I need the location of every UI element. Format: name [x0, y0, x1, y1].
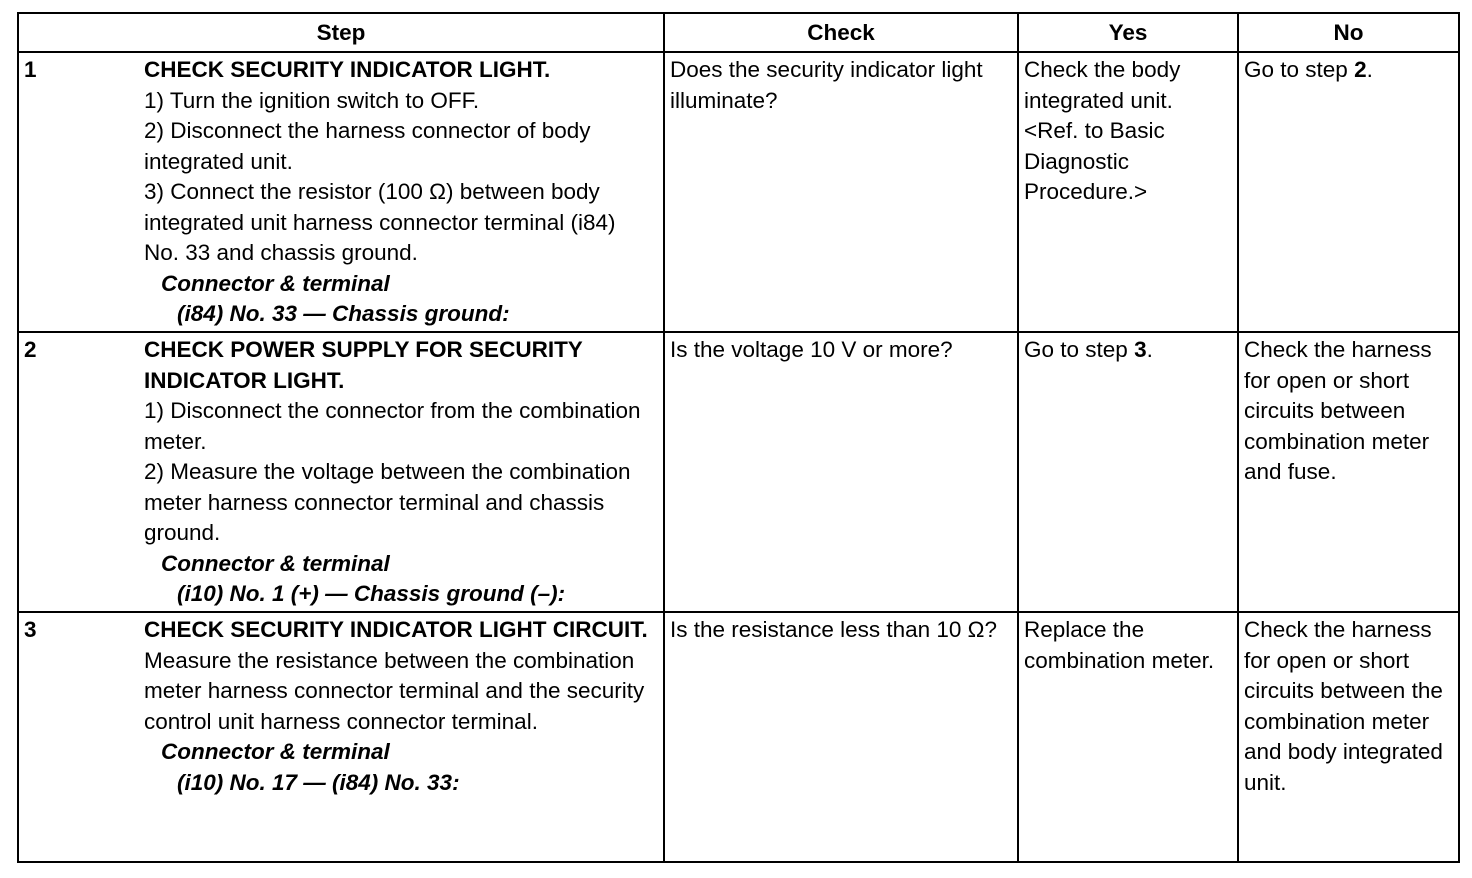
check-cell: Does the security indicator light illuminate?	[664, 52, 1018, 332]
yes-cell: Replace the combination meter.	[1018, 612, 1238, 862]
step-cell	[18, 332, 664, 612]
step-cell	[18, 52, 664, 332]
step-title: CHECK SECURITY INDICATOR LIGHT.	[144, 57, 551, 82]
go-to-suffix: .	[1366, 57, 1373, 82]
step-instruction: Measure the resistance between the combination meter harness connector terminal and the security control unit harness connector terminal.	[144, 647, 645, 734]
connector-value: (i84) No. 33 — Chassis ground:	[177, 301, 510, 326]
header-row	[18, 13, 1459, 52]
check-cell: Is the resistance less than 10 Ω?	[664, 612, 1018, 862]
step-instruction: 1) Turn the ignition switch to OFF.	[144, 87, 480, 113]
go-to-prefix: Go to step	[1244, 57, 1355, 82]
connector-spec	[144, 737, 656, 798]
connector-spec	[144, 269, 656, 330]
connector-spec	[144, 549, 656, 610]
table-row	[18, 332, 1459, 612]
go-to-prefix: Go to step	[1024, 337, 1135, 362]
step-title: CHECK SECURITY INDICATOR LIGHT CIRCUIT.	[144, 617, 648, 642]
connector-label: Connector & terminal	[161, 550, 390, 576]
header-no: No	[1238, 13, 1459, 52]
table-row	[18, 52, 1459, 332]
step-instruction: 3) Connect the resistor (100 Ω) between body integrated unit harness connector terminal (i84) No. 33 and chassis ground.	[144, 179, 616, 265]
step-title: CHECK POWER SUPPLY FOR SECURITY INDICATOR LIGHT.	[144, 337, 583, 393]
no-cell	[1238, 52, 1459, 332]
connector-label: Connector & terminal	[161, 739, 390, 764]
no-cell: Check the harness for open or short circuits between the combination meter and body integrated unit.	[1238, 612, 1459, 862]
table-row	[18, 612, 1459, 862]
connector-label: Connector & terminal	[161, 270, 390, 296]
step-body	[144, 55, 656, 330]
no-cell: Check the harness for open or short circuits between combination meter and fuse.	[1238, 332, 1459, 612]
yes-cell: Check the body integrated unit. <Ref. to Basic Diagnostic Procedure.>	[1018, 52, 1238, 332]
connector-value: (i10) No. 1 (+) — Chassis ground (–):	[177, 581, 566, 606]
check-cell: Is the voltage 10 V or more?	[664, 332, 1018, 612]
yes-cell	[1018, 332, 1238, 612]
step-body	[144, 335, 656, 610]
go-to-suffix: .	[1146, 337, 1153, 362]
step-number: 1	[24, 57, 37, 82]
connector-value: (i10) No. 17 — (i84) No. 33:	[177, 769, 460, 795]
header-yes: Yes	[1018, 13, 1238, 52]
diagnostic-table	[17, 12, 1460, 863]
step-instruction: 1) Disconnect the connector from the combination meter.	[144, 398, 641, 454]
step-instruction: 2) Measure the voltage between the combination meter harness connector terminal and chassis ground.	[144, 459, 631, 545]
step-number: 3	[24, 617, 37, 642]
go-to-step-number: 2	[1354, 57, 1367, 82]
go-to-step-number: 3	[1134, 337, 1147, 362]
step-body	[144, 615, 656, 798]
step-number: 2	[24, 337, 37, 362]
header-check: Check	[664, 13, 1018, 52]
header-step: Step	[18, 13, 664, 52]
step-instruction: 2) Disconnect the harness connector of body integrated unit.	[144, 118, 591, 174]
step-cell	[18, 612, 664, 862]
